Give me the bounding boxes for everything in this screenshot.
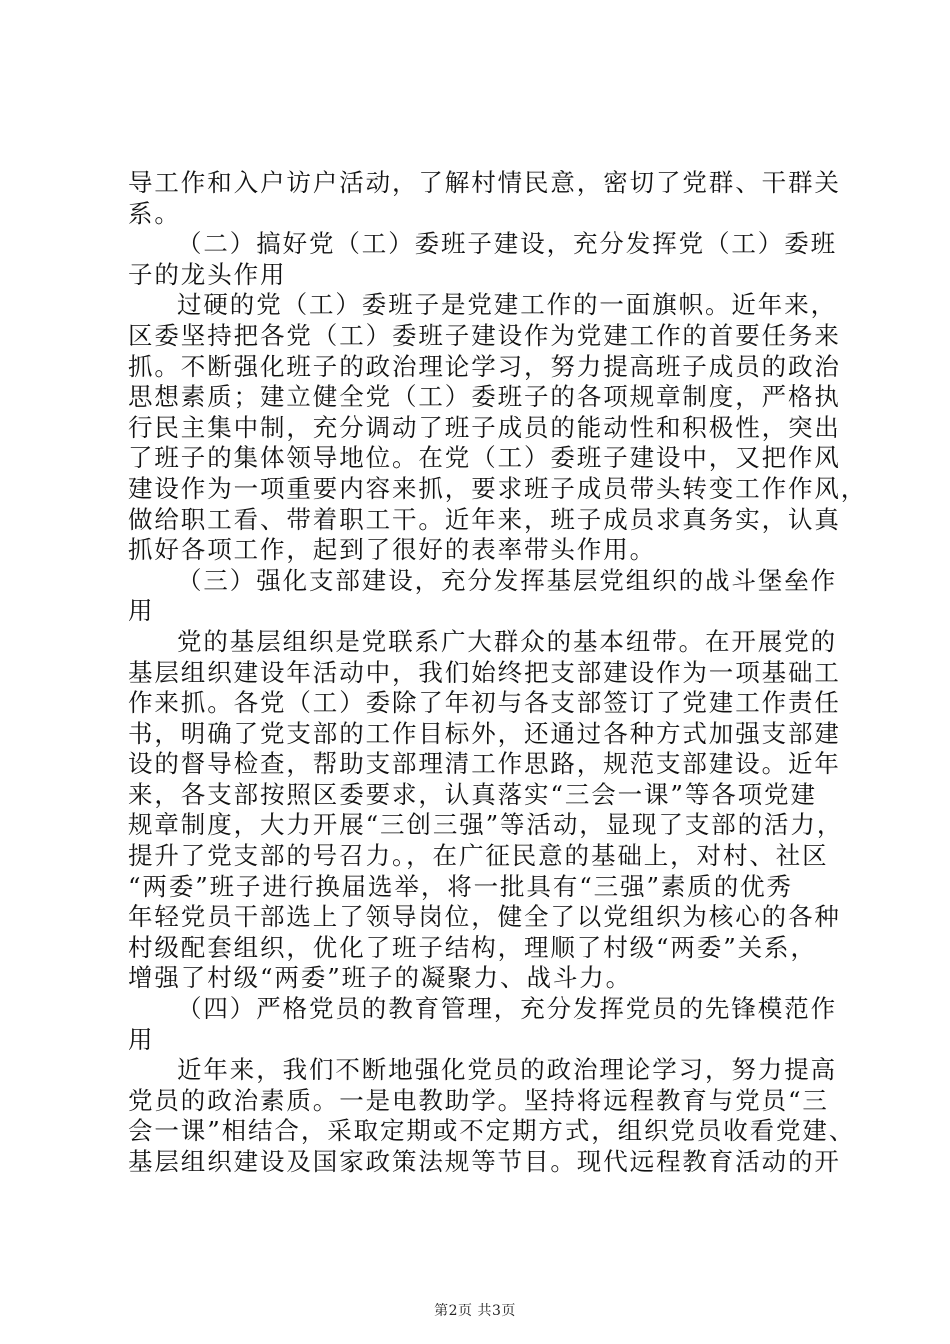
- text-line: 区委坚持把各党（工）委班子建设作为党建工作的首要任务来: [128, 320, 841, 350]
- section-heading-cont: 用: [128, 1024, 155, 1054]
- page-footer: 第2页 共3页: [434, 1303, 516, 1319]
- text-line: 设的督导检查，帮助支部理清工作思路，规范支部建设。近年: [128, 749, 841, 779]
- text-line: 年轻党员干部选上了领导岗位，健全了以党组织为核心的各种: [128, 902, 841, 932]
- text-line: 来，各支部按照区委要求，认真落实“三会一课”等各项党建: [128, 779, 817, 809]
- text-line: 行民主集中制，充分调动了班子成员的能动性和积极性，突出: [128, 412, 841, 442]
- text-line: 抓好各项工作，起到了很好的表率带头作用。: [128, 535, 656, 565]
- text-line: 建设作为一项重要内容来抓，要求班子成员带头转变工作作风，: [128, 473, 868, 503]
- text-line: 党员的政治素质。一是电教助学。坚持将远程教育与党员“三: [128, 1085, 829, 1115]
- text-line: 过硬的党（工）委班子是党建工作的一面旗帜。近年来，: [177, 290, 837, 320]
- text-line: 规章制度，大力开展“三创三强”等活动，显现了支部的活力，: [128, 810, 844, 840]
- text-line: 基层组织建设年活动中，我们始终把支部建设作为一项基础工: [128, 657, 841, 687]
- text-line: 书，明确了党支部的工作目标外，还通过各种方式加强支部建: [128, 718, 841, 748]
- text-line: “两委”班子进行换届选举，将一批具有“三强”素质的优秀: [128, 871, 793, 901]
- section-heading: （二）搞好党（工）委班子建设，充分发挥党（工）委班: [177, 229, 837, 259]
- section-heading: （三）强化支部建设，充分发挥基层党组织的战斗堡垒作: [177, 565, 837, 595]
- text-line: 基层组织建设及国家政策法规等节目。现代远程教育活动的开: [128, 1147, 841, 1176]
- text-line: 党的基层组织是党联系广大群众的基本纽带。在开展党的: [177, 626, 837, 656]
- text-line: 增强了村级“两委”班子的凝聚力、战斗力。: [128, 963, 633, 993]
- text-line: 村级配套组织，优化了班子结构，理顺了村级“两委”关系，: [128, 932, 817, 962]
- text-line: 了班子的集体领导地位。在党（工）委班子建设中，又把作风: [128, 443, 841, 473]
- text-line: 系。: [128, 198, 181, 228]
- text-line: 思想素质；建立健全党（工）委班子的各项规章制度，严格执: [128, 382, 841, 412]
- text-line: 作来抓。各党（工）委除了年初与各支部签订了党建工作责任: [128, 688, 841, 718]
- text-line: 抓。不断强化班子的政治理论学习，努力提高班子成员的政治: [128, 351, 841, 381]
- text-line: 近年来，我们不断地强化党员的政治理论学习，努力提高: [177, 1055, 837, 1085]
- section-heading: （四）严格党员的教育管理，充分发挥党员的先锋模范作: [177, 994, 837, 1024]
- text-line: 提升了党支部的号召力。，在广征民意的基础上，对村、社区: [128, 841, 829, 871]
- text-line: 做给职工看、带着职工干。近年来，班子成员求真务实，认真: [128, 504, 841, 534]
- body-text: [128, 168, 868, 1178]
- text-line: 会一课”相结合，采取定期或不定期方式，组织党员收看党建、: [128, 1116, 856, 1146]
- section-heading-cont: 子的龙头作用: [128, 259, 287, 289]
- section-heading-cont: 用: [128, 596, 155, 626]
- text-line: 导工作和入户访户活动，了解村情民意，密切了党群、干群关: [128, 168, 841, 197]
